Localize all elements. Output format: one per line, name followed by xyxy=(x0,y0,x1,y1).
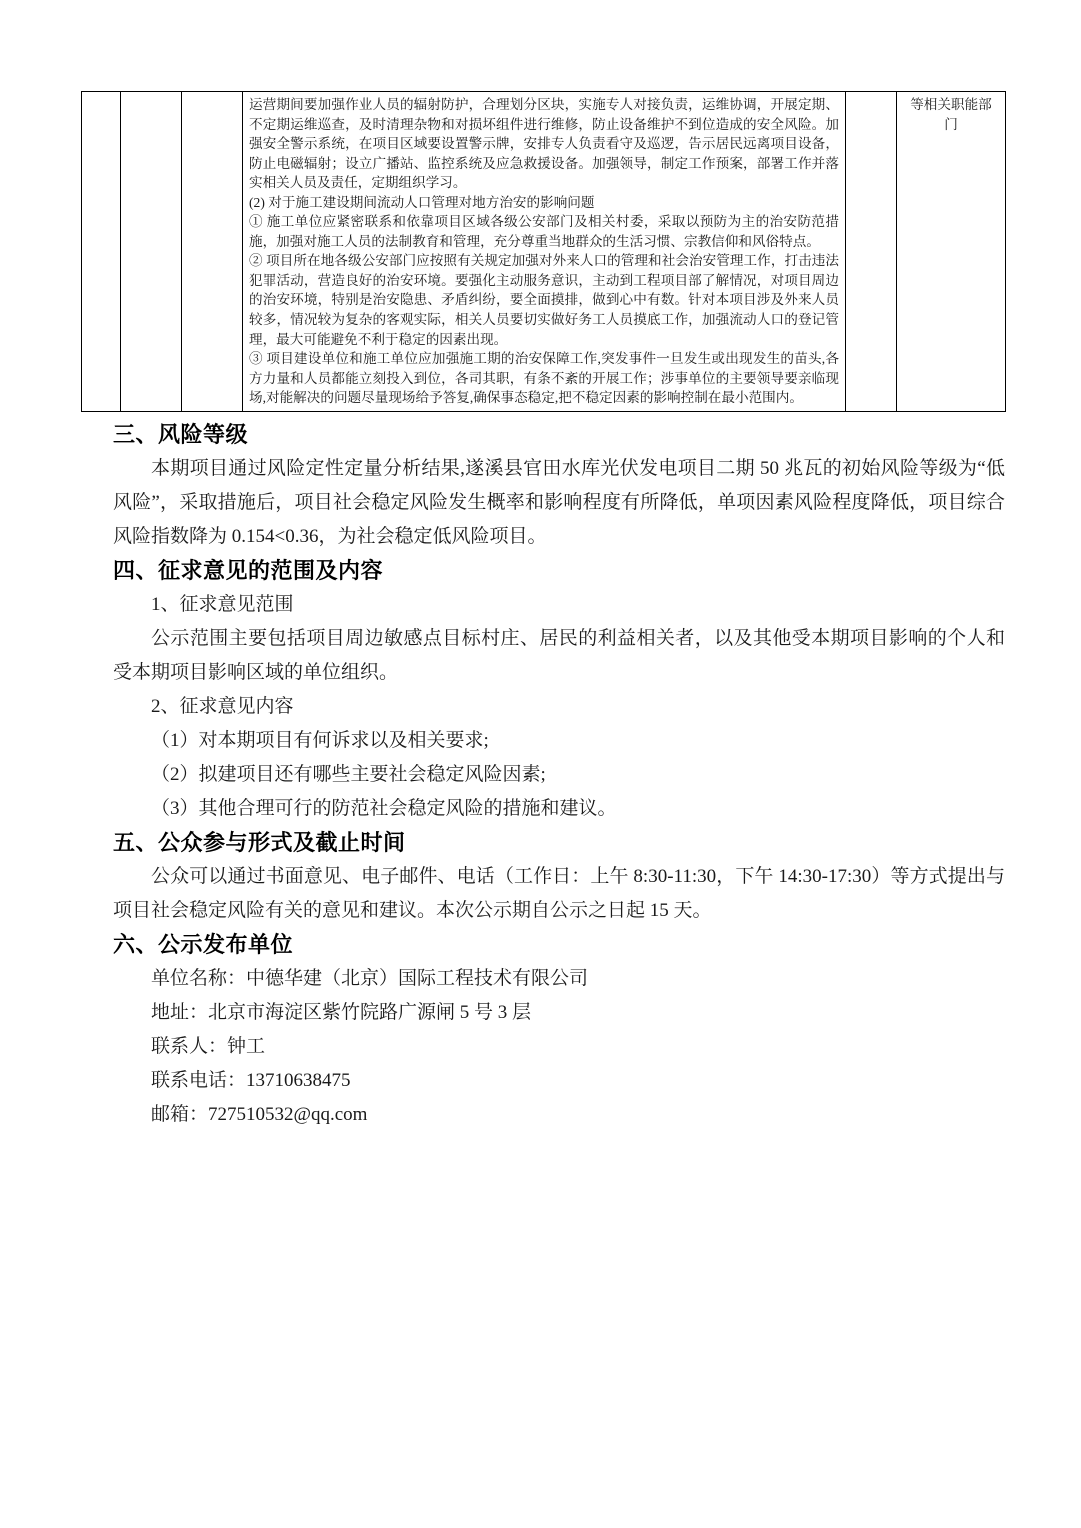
paragraph-content-item-3: （3）其他合理可行的防范社会稳定风险的措施和建议。 xyxy=(151,798,617,819)
paragraph-publisher-email: 邮箱：727510532@qq.com xyxy=(151,1104,368,1125)
table-cell-empty-3 xyxy=(182,92,243,412)
paragraph-risk-level: 本期项目通过风险定性定量分析结果,遂溪县官田水库光伏发电项目二期 50 兆瓦的初始风险等级为“低风险”，采取措施后，项目社会稳定风险发生概率和影响程度有所降低，单项因素风险程度降低，项目综合风险指数降为 0.154<0.36，为社会稳定低风险项目。 xyxy=(113,458,1005,547)
paragraph-content-subtitle: 2、征求意见内容 xyxy=(151,696,294,717)
table-row xyxy=(82,92,1006,412)
paragraph-scope-body: 公示范围主要包括项目周边敏感点目标村庄、居民的利益相关者，以及其他受本期项目影响的个人和受本期项目影响区域的单位组织。 xyxy=(113,628,1005,683)
paragraph-publisher-phone: 联系电话：13710638475 xyxy=(151,1070,351,1091)
document-body xyxy=(113,418,1005,1132)
measure-paragraph-item-2: ② 项目所在地各级公安部门应按照有关规定加强对外来人口的管理和社会治安管理工作，打击违法犯罪活动，营造良好的治安环境。要强化主动服务意识，主动到工程项目部了解情况，对项目周边的治安环境，特别是治安隐患、矛盾纠纷，要全面摸排，做到心中有数。针对本项目涉及外来人员较多，情况较为复杂的客观实际，相关人员要切实做好务工人员摸底工作，加强流动人口的登记管理，最大可能避免不利于稳定的因素出现。 xyxy=(249,253,839,347)
paragraph-content-item-1: （1）对本期项目有何诉求以及相关要求; xyxy=(151,730,489,751)
paragraph-content-item-2: （2）拟建项目还有哪些主要社会稳定风险因素; xyxy=(151,764,546,785)
table-cell-empty-4 xyxy=(846,92,897,412)
measure-paragraph-item-3: ③ 项目建设单位和施工单位应加强施工期的治安保障工作,突发事件一旦发生或出现发生的苗头,各方力量和人员都能立刻投入到位，各司其职，有条不紊的开展工作；涉事单位的主要领导要亲临现场,对能解决的问题尽量现场给予答复,确保事态稳定,把不稳定因素的影响控制在最小范围内。 xyxy=(249,351,839,406)
measure-paragraph-item-1: ① 施工单位应紧密联系和依靠项目区域各级公安部门及相关村委，采取以预防为主的治安防范措施，加强对施工人员的法制教育和管理，充分尊重当地群众的生活习惯、宗教信仰和风俗特点。 xyxy=(249,214,839,249)
section-heading-publisher: 六、公示发布单位 xyxy=(113,932,294,957)
paragraph-publisher-name: 单位名称：中德华建（北京）国际工程技术有限公司 xyxy=(151,968,589,989)
section-heading-opinion-scope: 四、征求意见的范围及内容 xyxy=(113,558,384,583)
table-cell-responsible-dept: 等相关职能部门 xyxy=(897,92,1006,412)
measure-paragraph-issue-title: (2) 对于施工建设期间流动人口管理对地方治安的影响问题 xyxy=(249,194,595,210)
paragraph-publisher-contact: 联系人：钟工 xyxy=(151,1036,266,1057)
risk-measures-table xyxy=(81,91,1006,412)
paragraph-participation: 公众可以通过书面意见、电子邮件、电话（工作日：上午 8:30-11:30，下午 14:30-17:30）等方式提出与项目社会稳定风险有关的意见和建议。本次公示期自公示之日起 15 天。 xyxy=(113,866,1005,921)
table-cell-empty-1 xyxy=(82,92,121,412)
section-heading-risk-level: 三、风险等级 xyxy=(113,422,249,447)
paragraph-scope-subtitle: 1、征求意见范围 xyxy=(151,594,294,615)
measure-paragraph-operation: 运营期间要加强作业人员的辐射防护，合理划分区块，实施专人对接负责，运维协调，开展定期、不定期运维巡查，及时清理杂物和对损坏组件进行维修，防止设备维护不到位造成的安全风险。加强安全警示系统，在项目区域要设置警示牌，安排专人负责看守及巡逻，告示居民远离项目设备，防止电磁辐射；设立广播站、监控系统及应急救援设备。加强领导，制定工作预案，部署工作并落实相关人员及责任，定期组织学习。 xyxy=(249,97,839,191)
table-cell-empty-2 xyxy=(121,92,182,412)
paragraph-publisher-address: 地址：北京市海淀区紫竹院路广源闸 5 号 3 层 xyxy=(151,1002,532,1023)
section-heading-participation: 五、公众参与形式及截止时间 xyxy=(113,830,406,855)
table-cell-measures xyxy=(243,92,846,412)
